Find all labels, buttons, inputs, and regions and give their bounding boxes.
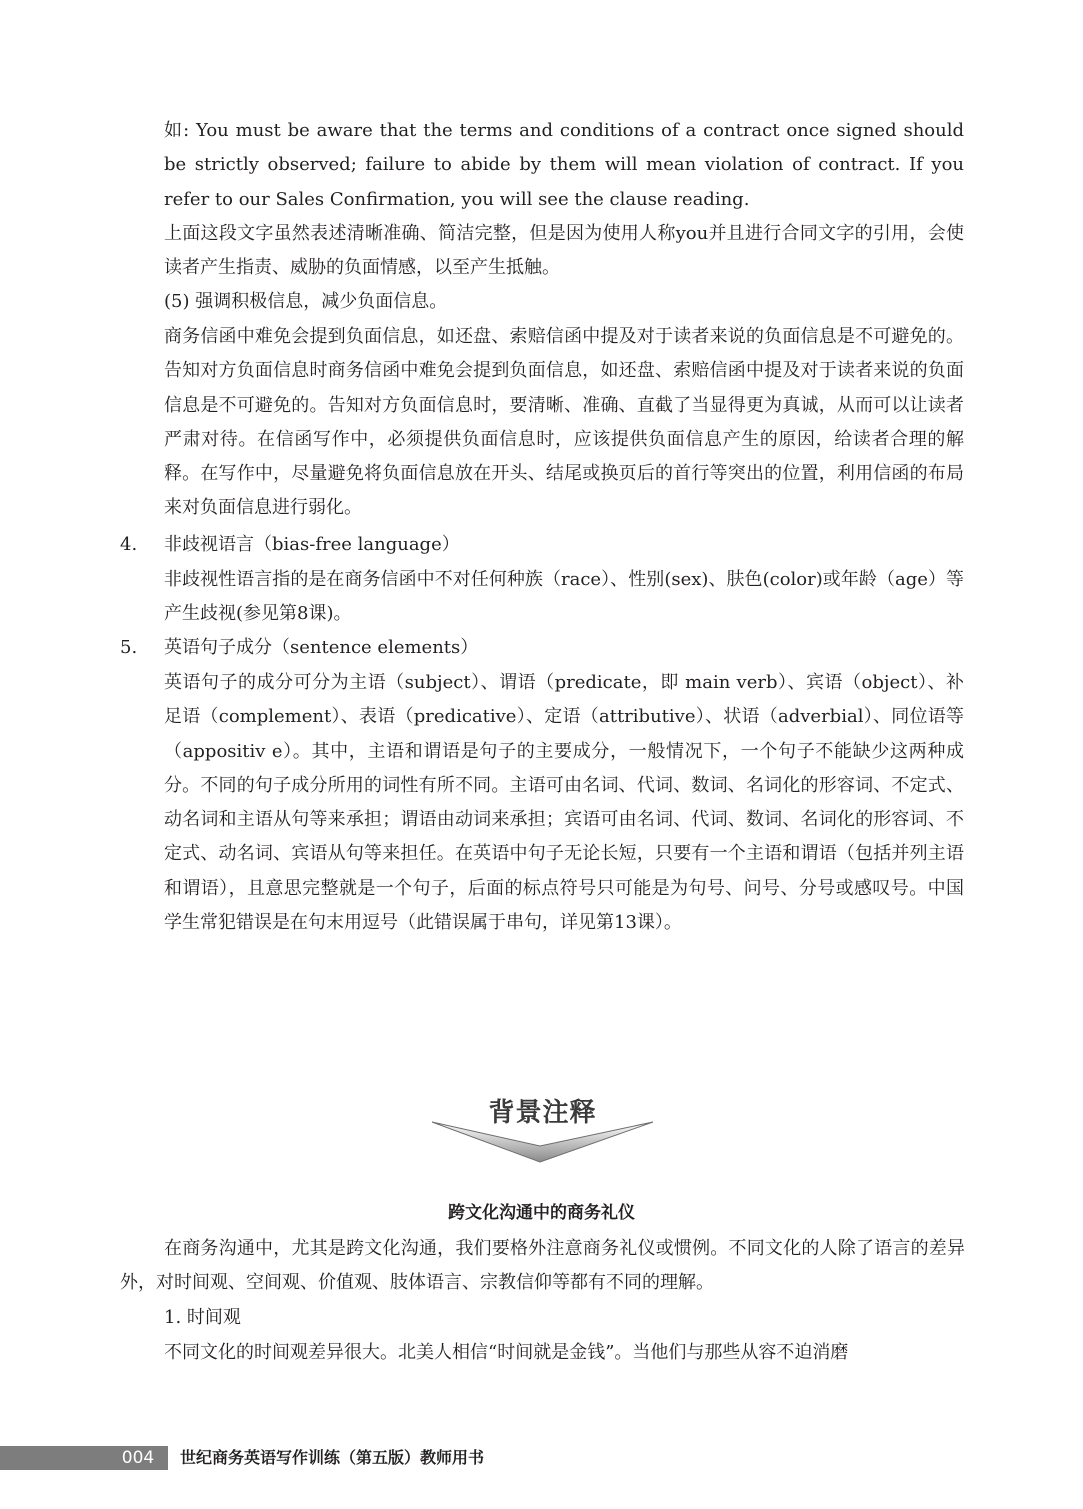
- intro-paragraph: 在商务沟通中，尤其是跨文化沟通，我们要格外注意商务礼仪或惯例。不同文化的人除了语言的差异外，对时间观、空间观、价值观、肢体语言、宗教信仰等都有不同的理解。: [120, 1238, 965, 1294]
- negative-info-paragraph: 商务信函中难免会提到负面信息，如还盘、索赔信函中提及对于读者来说的负面信息是不可避免的。告知对方负面信息时商务信函中难免会提到负面信息，如还盘、索赔信函中提及对于读者来说的负面信息是不可避免的。告知对方负面信息时，要清晰、准确、直截了当显得更为真诚，从而可以让读者严肃对待。在信函写作中，必须提供负面信息时，应该提供负面信息产生的原因，给读者合理的解释。在写作中，尽量避免将负面信息放在开头、结尾或换页后的首行等突出的位置，利用信函的布局来对负面信息进行弱化。: [164, 326, 964, 519]
- page-number: 004: [121, 1448, 155, 1468]
- item-4-number: 4.: [120, 534, 138, 555]
- section-banner-title: 背景注释: [488, 1098, 597, 1128]
- item-4-title: 非歧视语言（bias-free language）: [164, 534, 460, 555]
- item-5-title: 英语句子成分（sentence elements）: [164, 637, 479, 658]
- item-4-body: 非歧视性语言指的是在商务信函中不对任何种族（race）、性别(sex)、肤色(color)或年龄（age）等产生歧视(参见第8课)。: [164, 569, 964, 625]
- point-5-heading: (5) 强调积极信息，减少负面信息。: [164, 291, 448, 312]
- example-paragraph: 如: You must be aware that the terms and conditions of a contract once signed should be strictly observed; failure to abide by them will mean violation of contract. If you refer to our Sales Confirmation, you will see the clause reading.: [164, 120, 964, 210]
- item-5-number: 5.: [120, 637, 138, 658]
- item-5-body: 英语句子的成分可分为主语（subject）、谓语（predicate，即 main verb）、宾语（object）、补足语（complement）、表语（predicative）、定语（attributive）、状语（adverbial）、同位语等（appositiv e）。其中，主语和谓语是句子的主要成分，一般情况下，一个句子不能缺少这两种成分。不同的句子成分所用的词性有所不同。主语可由名词、代词、数词、名词化的形容词、不定式、动名词和主语从句等来承担；谓语由动词来承担；宾语可由名词、代词、数词、名词化的形容词、不定式、动名词、宾语从句等来担任。在英语中句子无论长短，只要有一个主语和谓语（包括并列主语和谓语），且意思完整就是一个句子，后面的标点符号只可能是为句号、问号、分号或感叹号。中国学生常犯错误是在句末用逗号（此错误属于串句，详见第13课）。: [164, 672, 964, 934]
- time-concept-text: 不同文化的时间观差异很大。北美人相信“时间就是金钱”。当他们与那些从容不迫消磨: [164, 1342, 849, 1363]
- analysis-paragraph: 上面这段文字虽然表述清晰准确、简洁完整，但是因为使用人称you并且进行合同文字的引用，会使读者产生指责、威胁的负面情感，以至产生抵触。: [164, 223, 964, 279]
- section-subtitle: 跨文化沟通中的商务礼仪: [448, 1203, 635, 1223]
- time-concept-heading: 1. 时间观: [164, 1307, 241, 1328]
- book-title: 世纪商务英语写作训练（第五版）教师用书: [180, 1448, 485, 1467]
